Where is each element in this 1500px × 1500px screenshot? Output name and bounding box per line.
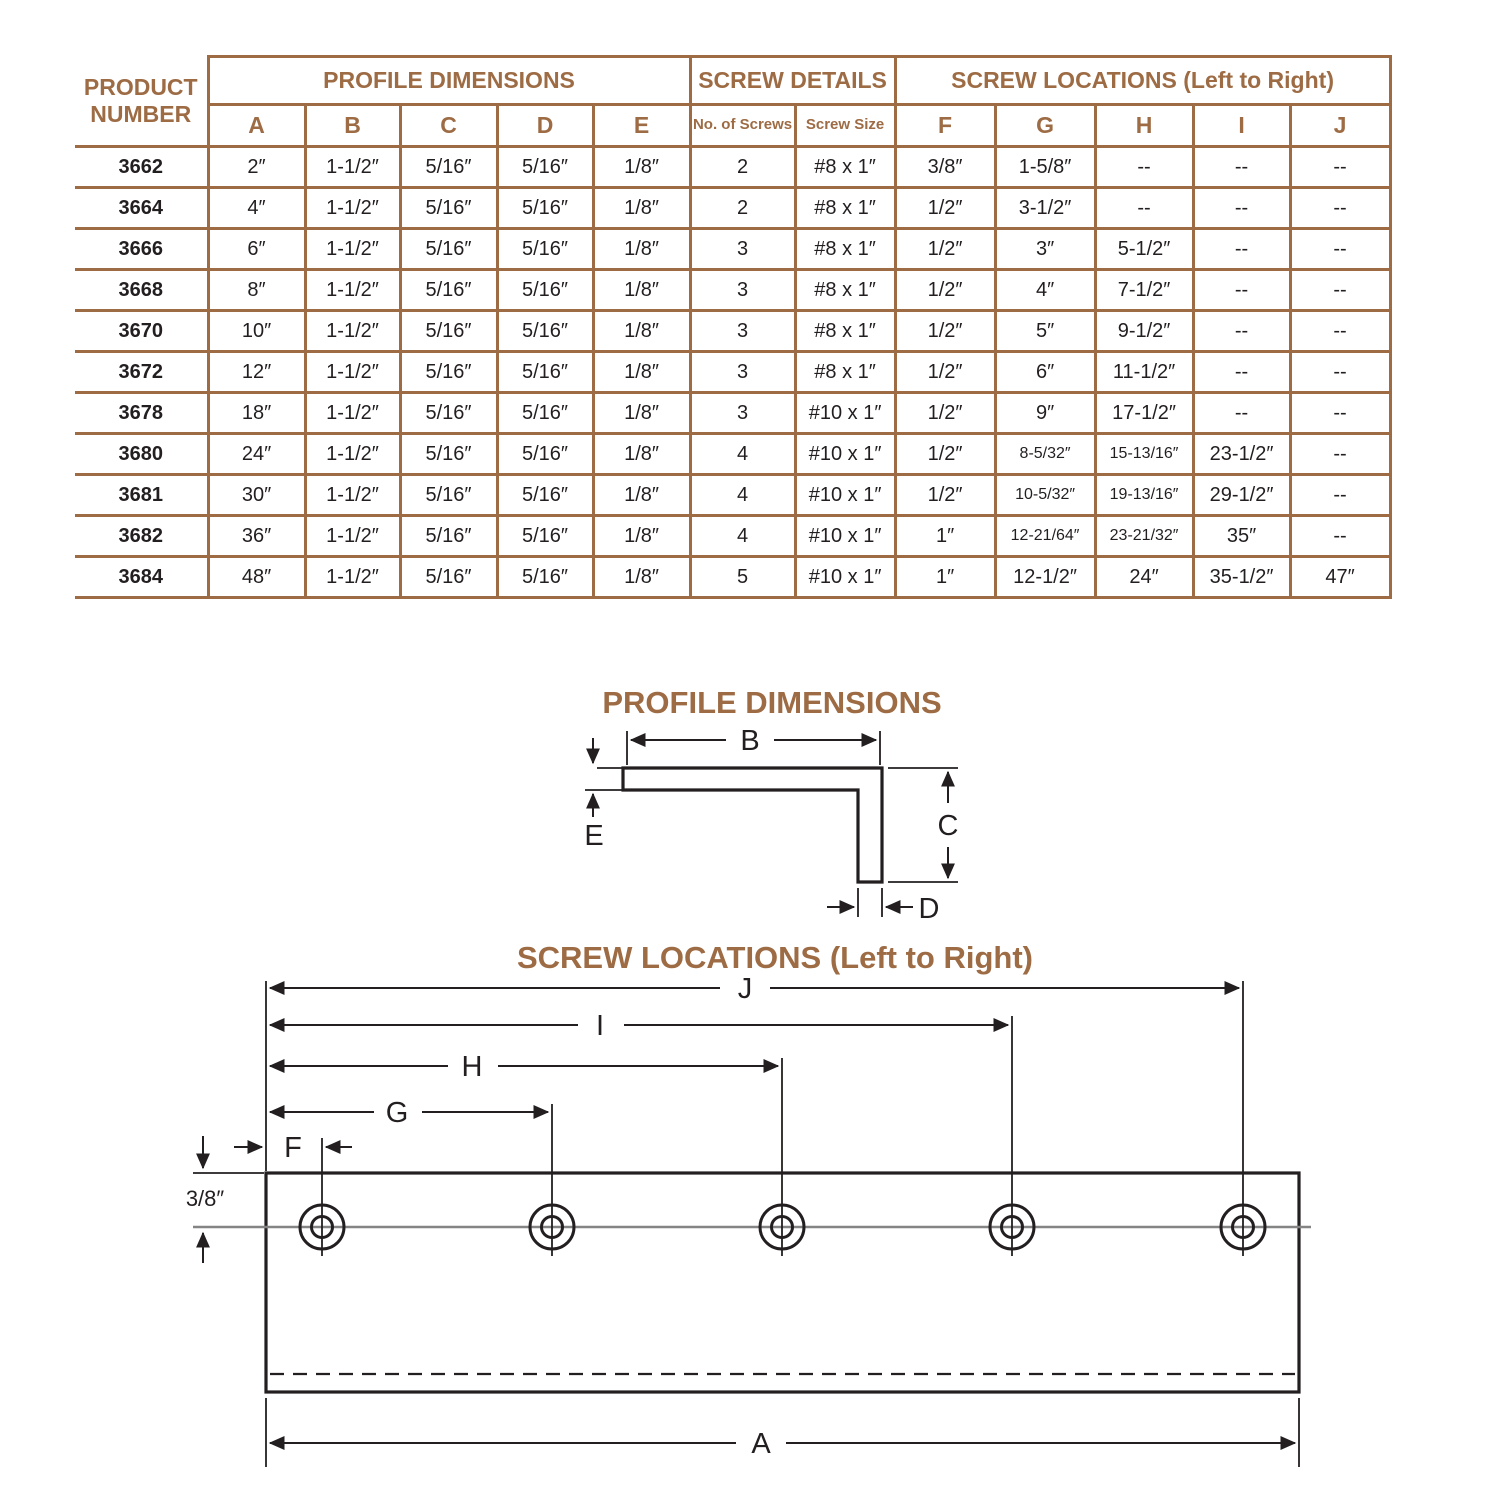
value-cell: 5/16″ [400,188,497,229]
value-cell: 5/16″ [497,434,593,475]
value-cell: 1/8″ [593,475,690,516]
value-cell: 1/2″ [895,434,995,475]
value-cell: -- [1290,147,1390,188]
col-header-e: E [593,105,690,147]
value-cell: 1/8″ [593,393,690,434]
dim-label-f: F [284,1132,302,1164]
value-cell: 1/2″ [895,311,995,352]
value-cell: 2″ [208,147,305,188]
value-cell: -- [1290,188,1390,229]
product-number-cell: 3670 [75,311,208,352]
profile-dimensions-group-header: PROFILE DIMENSIONS [208,57,690,105]
screw-locations-group-header: SCREW LOCATIONS (Left to Right) [895,57,1390,105]
dim-label-i: I [595,1010,605,1042]
value-cell: -- [1290,475,1390,516]
value-cell: 29-1/2″ [1193,475,1290,516]
value-cell: 1/2″ [895,229,995,270]
col-header-h: H [1095,105,1193,147]
value-cell: 5/16″ [497,270,593,311]
col-header-g: G [995,105,1095,147]
value-cell: 1-5/8″ [995,147,1095,188]
value-cell: -- [1193,229,1290,270]
value-cell: 19-13/16″ [1095,475,1193,516]
value-cell: 4″ [995,270,1095,311]
screw-diagram-title: SCREW LOCATIONS (Left to Right) [516,940,1034,975]
value-cell: 36″ [208,516,305,557]
dim-label-offset: 3/8″ [185,1186,225,1211]
value-cell: 7-1/2″ [1095,270,1193,311]
value-cell: 1/8″ [593,229,690,270]
value-cell: -- [1290,311,1390,352]
value-cell: 3 [690,393,795,434]
value-cell: -- [1290,434,1390,475]
value-cell: 4 [690,475,795,516]
value-cell: 2 [690,147,795,188]
value-cell: 35″ [1193,516,1290,557]
profile-diagram-title: PROFILE DIMENSIONS [602,685,942,720]
value-cell: #10 x 1″ [795,475,895,516]
product-number-cell: 3672 [75,352,208,393]
value-cell: #10 x 1″ [795,516,895,557]
value-cell: 1-1/2″ [305,147,400,188]
value-cell: -- [1290,516,1390,557]
value-cell: 8-5/32″ [995,434,1095,475]
dim-label-c: C [937,810,959,842]
value-cell: -- [1290,229,1390,270]
value-cell: 5/16″ [497,311,593,352]
value-cell: 1-1/2″ [305,229,400,270]
product-number-cell: 3664 [75,188,208,229]
value-cell: 48″ [208,557,305,598]
value-cell: 1-1/2″ [305,311,400,352]
value-cell: 30″ [208,475,305,516]
value-cell: 3/8″ [895,147,995,188]
product-number-cell: 3682 [75,516,208,557]
dim-label-g: G [385,1097,409,1129]
value-cell: 12-21/64″ [995,516,1095,557]
dim-label-j: J [737,973,753,1005]
product-number-cell: 3684 [75,557,208,598]
value-cell: 17-1/2″ [1095,393,1193,434]
value-cell: 5/16″ [400,147,497,188]
value-cell: 1/2″ [895,352,995,393]
value-cell: 1/2″ [895,393,995,434]
value-cell: 12-1/2″ [995,557,1095,598]
value-cell: 11-1/2″ [1095,352,1193,393]
value-cell: 5/16″ [497,352,593,393]
value-cell: 5/16″ [497,229,593,270]
product-number-cell: 3662 [75,147,208,188]
value-cell: -- [1290,352,1390,393]
value-cell: 23-21/32″ [1095,516,1193,557]
value-cell: -- [1193,393,1290,434]
value-cell: 1/2″ [895,270,995,311]
value-cell: 12″ [208,352,305,393]
dim-label-h: H [461,1051,483,1083]
value-cell: #8 x 1″ [795,270,895,311]
product-number-cell: 3680 [75,434,208,475]
col-header-no-of-screws: No. of Screws [690,105,795,147]
value-cell: 2 [690,188,795,229]
value-cell: -- [1290,393,1390,434]
value-cell: 5/16″ [497,188,593,229]
value-cell: 5/16″ [400,434,497,475]
col-header-screw-size: Screw Size [795,105,895,147]
value-cell: 4 [690,434,795,475]
value-cell: 24″ [1095,557,1193,598]
value-cell: 1-1/2″ [305,352,400,393]
value-cell: 5/16″ [400,475,497,516]
dim-label-a: A [751,1428,771,1460]
value-cell: -- [1193,270,1290,311]
value-cell: 5/16″ [400,352,497,393]
value-cell: 1-1/2″ [305,188,400,229]
value-cell: 5/16″ [400,393,497,434]
value-cell: #10 x 1″ [795,434,895,475]
value-cell: 1/8″ [593,147,690,188]
value-cell: 15-13/16″ [1095,434,1193,475]
col-header-a: A [208,105,305,147]
value-cell: 47″ [1290,557,1390,598]
value-cell: -- [1193,147,1290,188]
product-number-header: PRODUCT NUMBER [75,57,208,147]
value-cell: 1/2″ [895,188,995,229]
value-cell: 9″ [995,393,1095,434]
value-cell: #8 x 1″ [795,147,895,188]
col-header-d: D [497,105,593,147]
screw-details-group-header: SCREW DETAILS [690,57,895,105]
value-cell: 1/8″ [593,352,690,393]
value-cell: 6″ [995,352,1095,393]
value-cell: 4 [690,516,795,557]
col-header-i: I [1193,105,1290,147]
screw-locations-diagram [186,940,1311,1467]
value-cell: -- [1193,188,1290,229]
dim-label-b: B [740,725,760,757]
value-cell: 5/16″ [497,516,593,557]
value-cell: 35-1/2″ [1193,557,1290,598]
value-cell: 1/8″ [593,516,690,557]
value-cell: 3 [690,270,795,311]
value-cell: #8 x 1″ [795,352,895,393]
value-cell: 5-1/2″ [1095,229,1193,270]
profile-outline [623,768,882,882]
value-cell: 3 [690,229,795,270]
value-cell: 3 [690,352,795,393]
value-cell: 1″ [895,557,995,598]
value-cell: 1-1/2″ [305,270,400,311]
value-cell: 5/16″ [400,229,497,270]
value-cell: -- [1193,311,1290,352]
value-cell: 1″ [895,516,995,557]
value-cell: 5/16″ [497,393,593,434]
value-cell: 1-1/2″ [305,393,400,434]
value-cell: 3″ [995,229,1095,270]
value-cell: 1/8″ [593,270,690,311]
value-cell: 4″ [208,188,305,229]
value-cell: #10 x 1″ [795,557,895,598]
col-header-c: C [400,105,497,147]
dim-label-d: D [918,893,940,925]
value-cell: 3-1/2″ [995,188,1095,229]
value-cell: 6″ [208,229,305,270]
product-number-cell: 3681 [75,475,208,516]
value-cell: #8 x 1″ [795,229,895,270]
value-cell: 10″ [208,311,305,352]
value-cell: 1/8″ [593,557,690,598]
value-cell: 5/16″ [400,270,497,311]
value-cell: 9-1/2″ [1095,311,1193,352]
value-cell: 5 [690,557,795,598]
value-cell: 5/16″ [497,475,593,516]
value-cell: 1/8″ [593,434,690,475]
value-cell: 1-1/2″ [305,434,400,475]
value-cell: #8 x 1″ [795,311,895,352]
dim-label-e: E [584,820,604,852]
value-cell: 18″ [208,393,305,434]
value-cell: 1/8″ [593,188,690,229]
product-number-cell: 3678 [75,393,208,434]
value-cell: 5/16″ [400,311,497,352]
value-cell: -- [1290,270,1390,311]
value-cell: 1/8″ [593,311,690,352]
product-number-cell: 3666 [75,229,208,270]
col-header-j: J [1290,105,1390,147]
value-cell: 1-1/2″ [305,475,400,516]
value-cell: 8″ [208,270,305,311]
product-number-cell: 3668 [75,270,208,311]
value-cell: #10 x 1″ [795,393,895,434]
value-cell: 3 [690,311,795,352]
value-cell: 1-1/2″ [305,557,400,598]
col-header-f: F [895,105,995,147]
value-cell: -- [1095,188,1193,229]
value-cell: -- [1193,352,1290,393]
value-cell: -- [1095,147,1193,188]
value-cell: 5/16″ [400,557,497,598]
value-cell: 5/16″ [497,147,593,188]
value-cell: 24″ [208,434,305,475]
value-cell: 23-1/2″ [1193,434,1290,475]
value-cell: 1/2″ [895,475,995,516]
value-cell: 10-5/32″ [995,475,1095,516]
col-header-b: B [305,105,400,147]
profile-dimensions-diagram [584,685,958,925]
value-cell: 5″ [995,311,1095,352]
value-cell: #8 x 1″ [795,188,895,229]
value-cell: 1-1/2″ [305,516,400,557]
value-cell: 5/16″ [497,557,593,598]
value-cell: 5/16″ [400,516,497,557]
